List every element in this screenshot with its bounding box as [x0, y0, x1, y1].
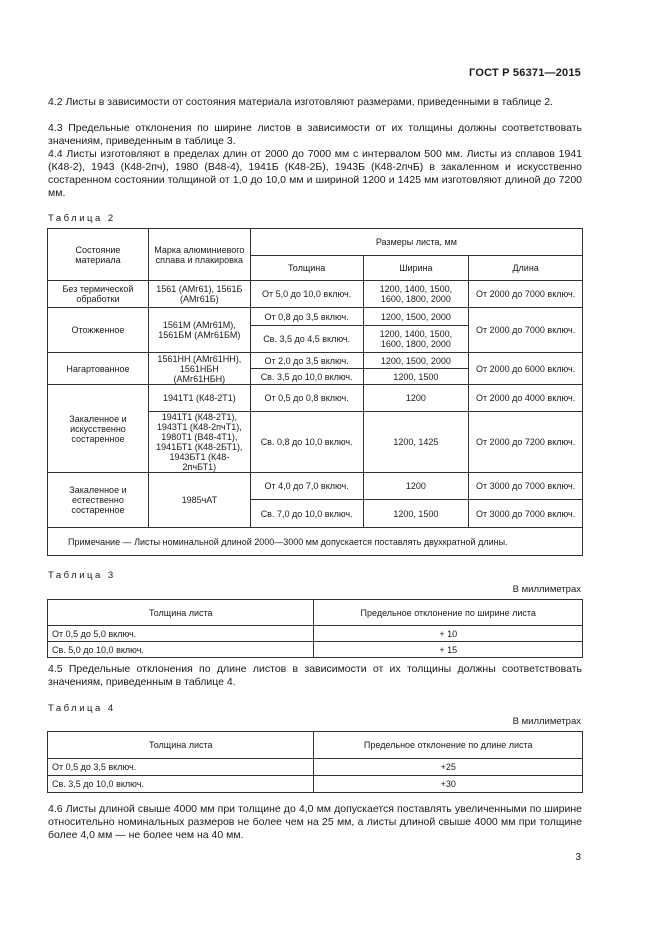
- table-2-note: Примечание — Листы номинальной длиной 2000—3000 мм допускается поставлять двухкратной длины.: [48, 528, 583, 556]
- page-number: 3: [575, 852, 581, 863]
- paragraph-4-6: 4.6 Листы длиной свыше 4000 мм при толщине до 4,0 мм допускается поставлять увеличенными по ширине относительно номинальных размеров не более чем на 25 мм, а листы длиной свыше 4000 мм при толщине более 4,0 мм — не более чем на 40 мм.: [48, 803, 582, 841]
- cell-deviation: +25: [314, 759, 583, 776]
- cell-width: 1200: [363, 473, 469, 500]
- cell-width: 1200, 1400, 1500, 1600, 1800, 2000: [363, 326, 469, 353]
- th-grade: Марка алюминиевого сплава и плакировка: [148, 229, 250, 281]
- cell-width: 1200, 1500, 2000: [363, 308, 469, 326]
- paragraph-4-4: 4.4 Листы изготовляют в пределах длин от 2000 до 7000 мм с интервалом 500 мм. Листы из сплавов 1941 (К48-2), 1943 (К48-2пч), 1980 (В48-4), 1941Б (К48-2Б), 1943Б (К48-2пчБ) в закаленном и искусственно состаренном состоянии толщиной от 1,0 до 10,0 мм и шириной 1200 и 1425 мм изготовляют длиной до 7200 мм.: [48, 148, 582, 199]
- document-code: ГОСТ Р 56371—2015: [469, 67, 581, 79]
- cell-state: Отожженное: [48, 308, 149, 353]
- table-4: [47, 731, 583, 793]
- th-width: Ширина: [363, 256, 469, 281]
- cell-grade: 1561М (АМг61М), 1561БМ (АМг61БМ): [148, 308, 250, 353]
- cell-grade: 1561 (АМг61), 1561Б (АМг61Б): [148, 281, 250, 308]
- cell-state: Закаленное и естественно состаренное: [48, 473, 149, 528]
- cell-thickness: От 0,5 до 0,8 включ.: [250, 385, 363, 412]
- cell-thickness: Св. 3,5 до 10,0 включ.: [48, 776, 314, 793]
- cell-thickness: Св. 3,5 до 4,5 включ.: [250, 326, 363, 353]
- table-3: [47, 599, 583, 658]
- cell-width: 1200, 1500: [363, 369, 469, 385]
- table-4-units: В миллиметрах: [512, 716, 581, 727]
- cell-width: 1200: [363, 385, 469, 412]
- cell-deviation: + 10: [314, 626, 583, 642]
- cell-width: 1200, 1400, 1500, 1600, 1800, 2000: [363, 281, 469, 308]
- table-4-caption: Таблица 4: [48, 703, 116, 714]
- cell-thickness: Св. 0,8 до 10,0 включ.: [250, 412, 363, 473]
- cell-length: От 2000 до 7000 включ.: [469, 308, 583, 353]
- cell-length: От 2000 до 7200 включ.: [469, 412, 583, 473]
- th-width-deviation: Предельное отклонение по ширине листа: [314, 600, 583, 626]
- table-2: [47, 228, 583, 556]
- cell-thickness: От 5,0 до 10,0 включ.: [250, 281, 363, 308]
- cell-thickness: От 4,0 до 7,0 включ.: [250, 473, 363, 500]
- th-thickness: Толщина листа: [48, 732, 314, 759]
- th-length-deviation: Предельное отклонение по длине листа: [314, 732, 583, 759]
- cell-length: От 3000 до 7000 включ.: [469, 473, 583, 500]
- table-3-units: В миллиметрах: [512, 584, 581, 595]
- table-3-caption: Таблица 3: [48, 570, 116, 581]
- cell-width: 1200, 1500: [363, 500, 469, 528]
- cell-length: От 2000 до 7000 включ.: [469, 281, 583, 308]
- cell-grade: 1561НН (АМг61НН), 1561НБН (АМг61НБН): [148, 353, 250, 385]
- th-state: Состояние материала: [48, 229, 149, 281]
- paragraph-4-2: 4.2 Листы в зависимости от состояния материала изготовляют размерами, приведенными в таблице 2.: [48, 96, 553, 108]
- cell-deviation: +30: [314, 776, 583, 793]
- table-2-caption: Таблица 2: [48, 213, 116, 224]
- cell-length: От 3000 до 7000 включ.: [469, 500, 583, 528]
- cell-thickness: От 0,8 до 3,5 включ.: [250, 308, 363, 326]
- cell-width: 1200, 1500, 2000: [363, 353, 469, 369]
- cell-thickness: Св. 3,5 до 10,0 включ.: [250, 369, 363, 385]
- cell-state: Без термической обработки: [48, 281, 149, 308]
- cell-thickness: От 0,5 до 5,0 включ.: [48, 626, 314, 642]
- cell-deviation: + 15: [314, 642, 583, 658]
- cell-state: Нагартованное: [48, 353, 149, 385]
- cell-width: 1200, 1425: [363, 412, 469, 473]
- cell-state: Закаленное и искусственно состаренное: [48, 385, 149, 473]
- th-thickness: Толщина листа: [48, 600, 314, 626]
- th-thickness: Толщина: [250, 256, 363, 281]
- th-length: Длина: [469, 256, 583, 281]
- paragraph-4-3: 4.3 Предельные отклонения по ширине листов в зависимости от их толщины должны соответствовать значениям, приведенным в таблице 3.: [48, 122, 582, 147]
- cell-grade: 1985чАТ: [148, 473, 250, 528]
- cell-thickness: От 2,0 до 3,5 включ.: [250, 353, 363, 369]
- cell-grade: 1941Т1 (К48-2Т1), 1943Т1 (К48-2пчТ1), 1980Т1 (В48-4Т1), 1941БТ1 (К48-2БТ1), 1943БТ1 (К48-2пчБТ1): [148, 412, 250, 473]
- paragraph-4-5: 4.5 Предельные отклонения по длине листов в зависимости от их толщины должны соответствовать значениям, приведенным в таблице 4.: [48, 663, 582, 688]
- cell-length: От 2000 до 6000 включ.: [469, 353, 583, 385]
- cell-length: От 2000 до 4000 включ.: [469, 385, 583, 412]
- th-sizes: Размеры листа, мм: [250, 229, 582, 256]
- cell-thickness: От 0,5 до 3,5 включ.: [48, 759, 314, 776]
- cell-grade: 1941Т1 (К48-2Т1): [148, 385, 250, 412]
- cell-thickness: Св. 7,0 до 10,0 включ.: [250, 500, 363, 528]
- cell-thickness: Св. 5,0 до 10,0 включ.: [48, 642, 314, 658]
